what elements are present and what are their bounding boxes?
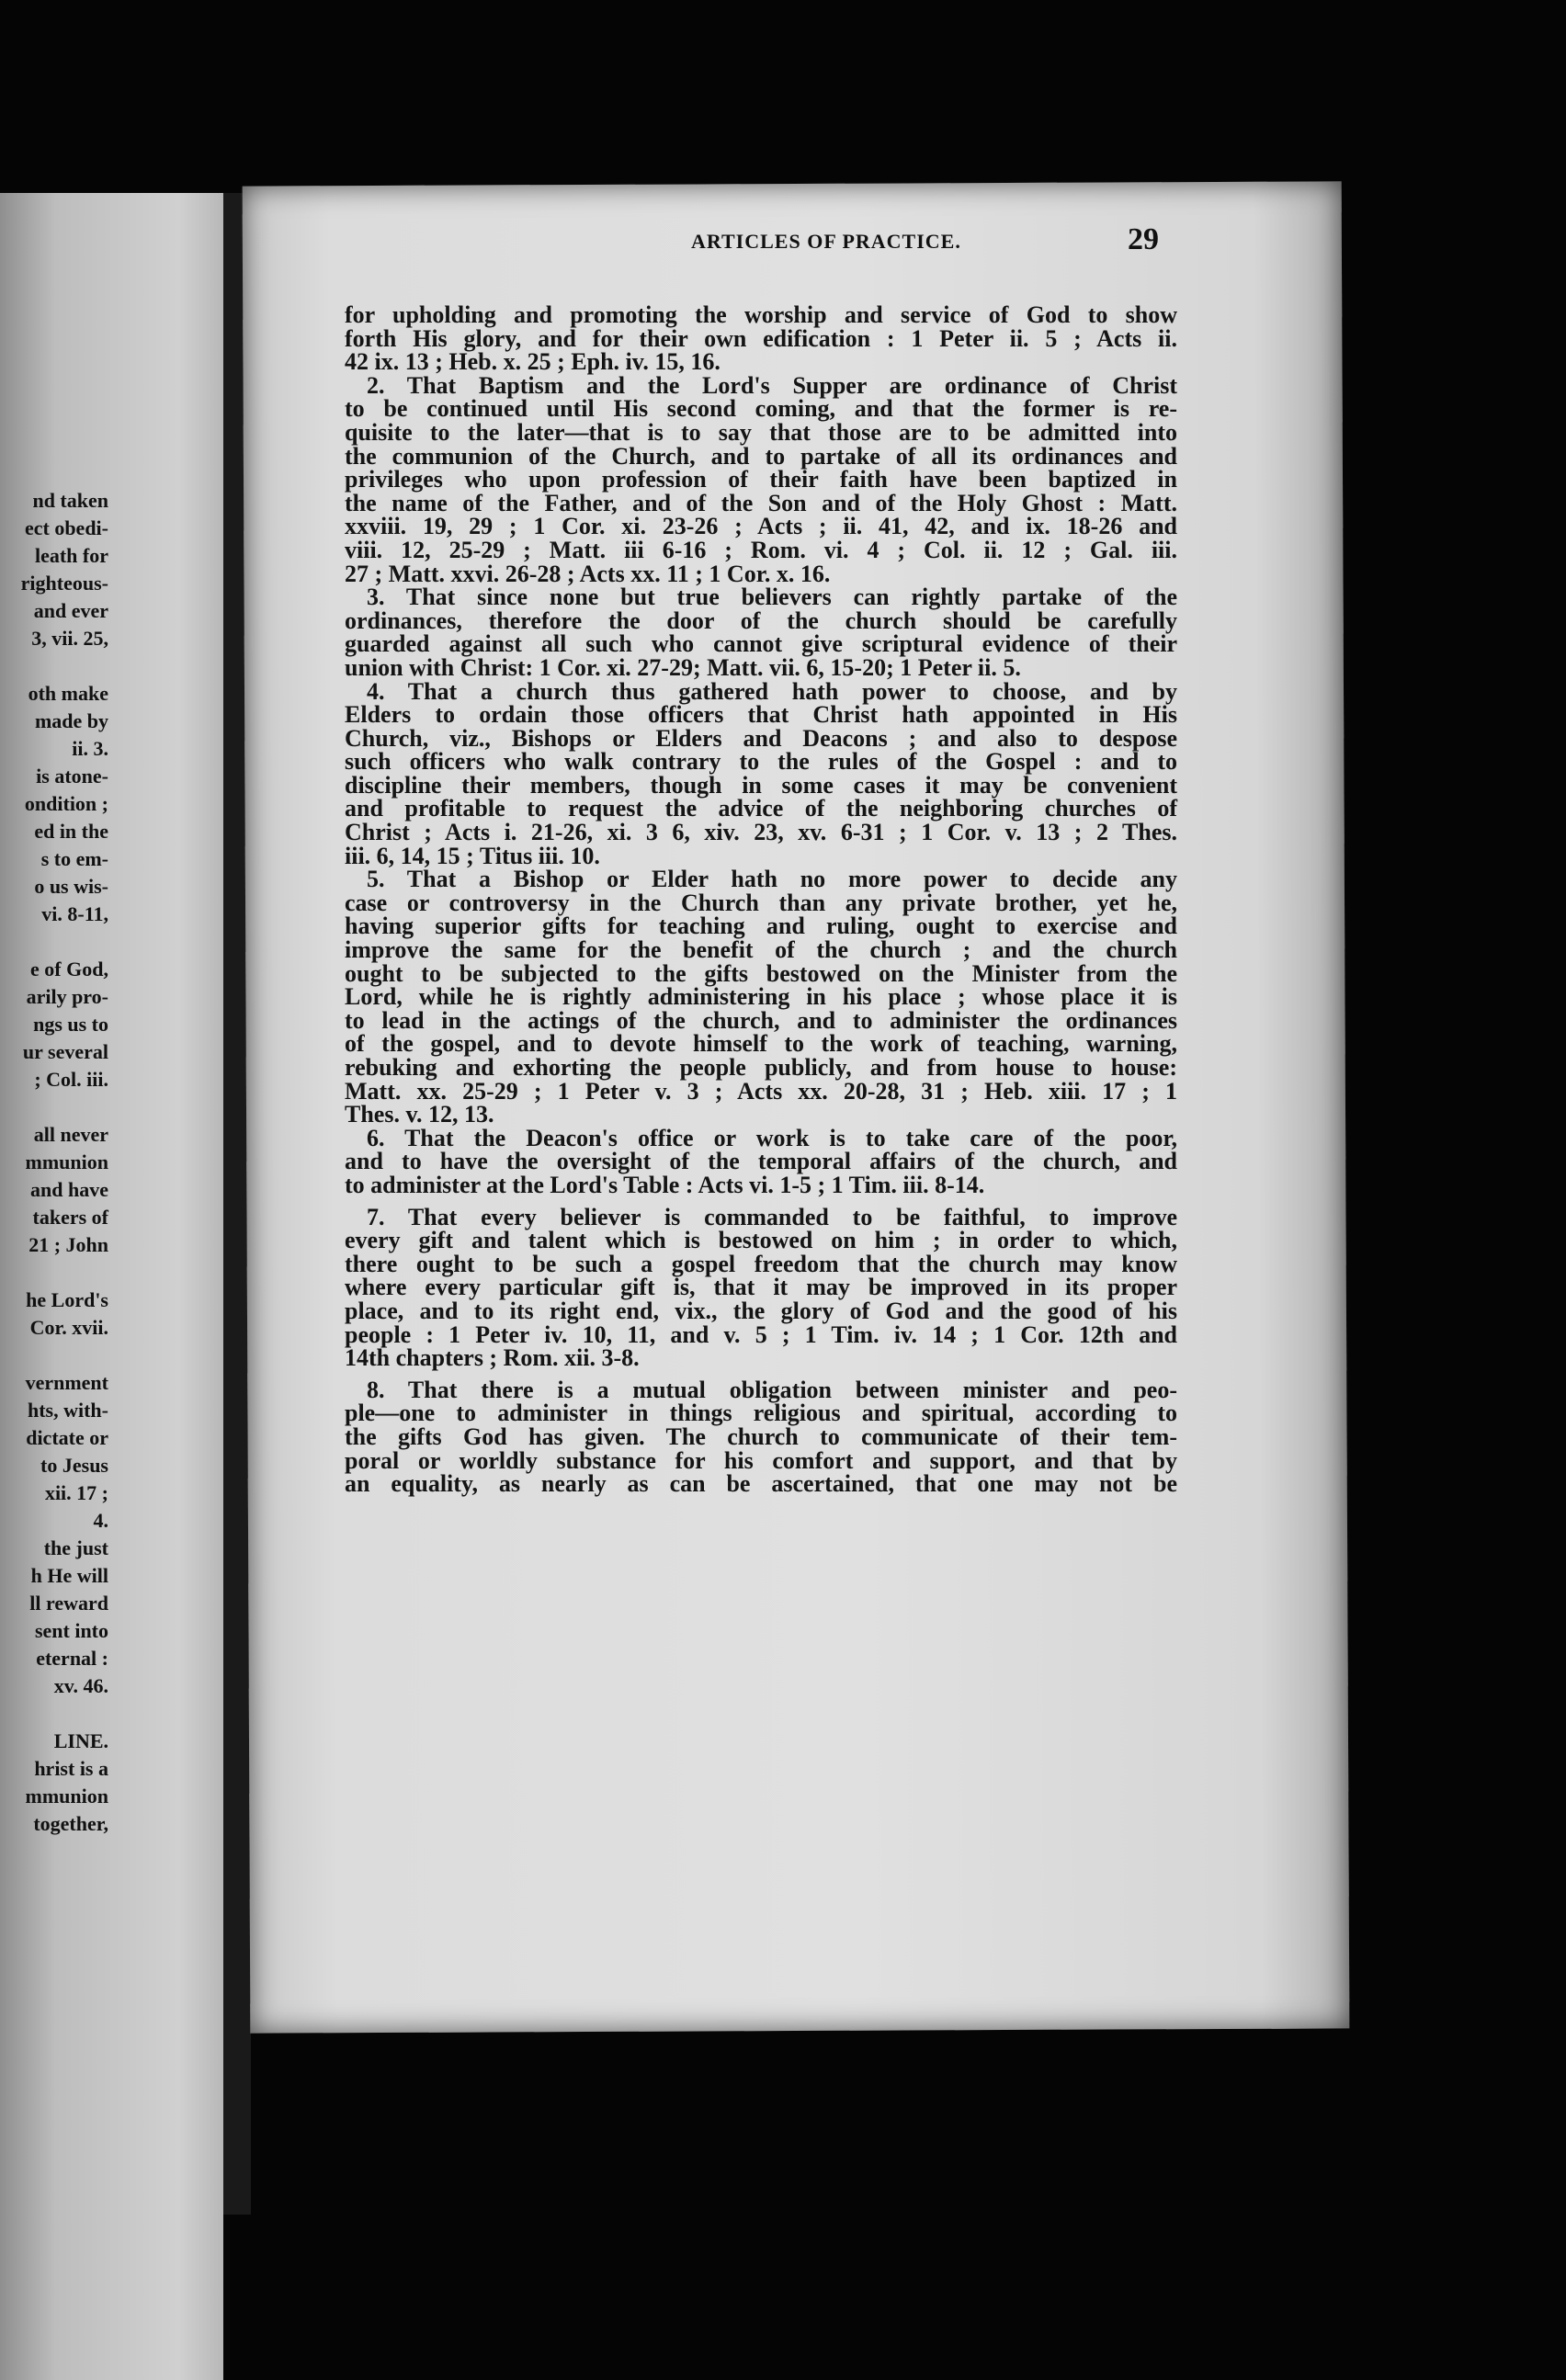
text-line: privileges who upon profession of their faith have been baptized in xyxy=(345,466,1177,493)
body-text xyxy=(345,303,1177,1496)
left-page-line: ; Col. iii. xyxy=(34,1068,108,1091)
left-page-line: ur several xyxy=(22,1040,108,1063)
text-line: Elders to ordain those officers that Christ hath appointed in His xyxy=(345,701,1177,729)
text-line: Christ ; Acts i. 21-26, xi. 3 6, xiv. 23, xv. 6-31 ; 1 Cor. v. 13 ; 2 Thes. xyxy=(345,819,1177,846)
left-page-line: vernment xyxy=(25,1371,108,1394)
left-page-line: and ever xyxy=(33,599,108,622)
text-line: 14th chapters ; Rom. xii. 3-8. xyxy=(345,1344,640,1372)
text-line: there ought to be such a gospel freedom that the church may know xyxy=(345,1250,1177,1277)
text-line: 27 ; Matt. xxvi. 26-28 ; Acts xx. 11 ; 1 Cor. x. 16. xyxy=(345,560,831,587)
left-page-text xyxy=(0,487,108,1838)
text-line: 2. That Baptism and the Lord's Supper are ordinance of Christ xyxy=(367,371,1177,399)
text-line: rebuking and exhorting the people publicly, and from house to house: xyxy=(345,1054,1177,1081)
text-line: Thes. v. 12, 13. xyxy=(345,1101,494,1128)
left-page-line: 3, vii. 25, xyxy=(31,627,108,650)
text-line: ple—one to administer in things religious and spiritual, according to xyxy=(345,1400,1177,1427)
text-line: 4. That a church thus gathered hath power to choose, and by xyxy=(367,677,1177,705)
left-page-line: to Jesus xyxy=(40,1454,108,1477)
text-line: iii. 6, 14, 15 ; Titus iii. 10. xyxy=(345,842,600,869)
left-page-line: 21 ; John xyxy=(28,1233,108,1256)
text-line: guarded against all such who cannot give scriptural evidence of their xyxy=(345,630,1177,658)
left-page-line: mmunion xyxy=(25,1785,108,1808)
text-line: poral or worldly substance for his comfort and support, and that by xyxy=(345,1446,1177,1474)
left-page-line: ngs us to xyxy=(33,1013,108,1036)
text-line: where every particular gift is, that it may be improved in its proper xyxy=(345,1274,1177,1301)
left-page-line: oth make xyxy=(28,682,108,705)
left-page-line: the just xyxy=(43,1536,108,1559)
left-page-line: arily pro- xyxy=(26,985,108,1008)
text-line: people : 1 Peter iv. 10, 11, and v. 5 ; 1 Tim. iv. 14 ; 1 Cor. 12th and xyxy=(345,1320,1177,1348)
text-line: to lead in the actings of the church, and to administer the ordinances xyxy=(345,1006,1177,1034)
left-page-line: righteous- xyxy=(20,572,108,595)
left-page-line: made by xyxy=(34,709,108,732)
left-page-line: dictate or xyxy=(26,1426,108,1449)
left-page-line: ed in the xyxy=(34,820,108,843)
text-line: 5. That a Bishop or Elder hath no more power to decide any xyxy=(367,866,1177,893)
text-line: and to have the oversight of the temporal affairs of the church, and xyxy=(345,1148,1177,1175)
text-line: 8. That there is a mutual obligation between minister and peo- xyxy=(367,1376,1177,1403)
left-page-line: ii. 3. xyxy=(72,737,108,760)
text-line: and profitable to request the advice of the neighboring churches of xyxy=(345,795,1177,822)
left-page-line: leath for xyxy=(34,544,108,567)
text-line: discipline their members, though in some cases it may be convenient xyxy=(345,771,1177,799)
text-line: 7. That every believer is commanded to be faithful, to improve xyxy=(367,1203,1177,1230)
left-page-line: hts, with- xyxy=(27,1399,108,1422)
text-line: Lord, while he is rightly administering in his place ; whose place it is xyxy=(345,983,1177,1011)
left-page-line: 4. xyxy=(93,1509,108,1532)
text-line: the communion of the Church, and to partake of all its ordinances and xyxy=(345,442,1177,470)
text-line: having superior gifts for teaching and ruling, ought to exercise and xyxy=(345,912,1177,940)
left-page-line: vi. 8-11, xyxy=(41,902,108,925)
text-line: union with Christ: 1 Cor. xi. 27-29; Matt. vii. 6, 15-20; 1 Peter ii. 5. xyxy=(345,653,1021,681)
text-line: ordinances, therefore the door of the church should be carefully xyxy=(345,606,1177,634)
text-line: for upholding and promoting the worship and service of God to show xyxy=(345,301,1177,328)
left-page-fragment xyxy=(0,193,223,2380)
text-line: forth His glory, and for their own edification : 1 Peter ii. 5 ; Acts ii. xyxy=(345,324,1177,352)
text-line: improve the same for the benefit of the church ; and the church xyxy=(345,936,1177,964)
left-page-line: eternal : xyxy=(36,1647,108,1670)
left-page-line xyxy=(0,928,108,956)
text-line: an equality, as nearly as can be ascertained, that one may not be xyxy=(345,1470,1177,1498)
text-line: to administer at the Lord's Table : Acts vi. 1-5 ; 1 Tim. iii. 8-14. xyxy=(345,1171,985,1198)
left-page-line: all never xyxy=(33,1123,108,1146)
left-page-line: s to em- xyxy=(40,847,108,870)
left-page-line: takers of xyxy=(32,1206,108,1229)
left-page-line: and have xyxy=(30,1178,108,1201)
left-page-line: hrist is a xyxy=(34,1757,108,1780)
text-line: viii. 12, 25-29 ; Matt. iii 6-16 ; Rom. vi. 4 ; Col. ii. 12 ; Gal. iii. xyxy=(345,536,1177,563)
text-line: 42 ix. 13 ; Heb. x. 25 ; Eph. iv. 15, 16. xyxy=(345,348,721,376)
left-page-line xyxy=(0,652,108,680)
page-number: 29 xyxy=(1128,222,1159,256)
text-line: place, and to its right end, vix., the glory of God and the good of his xyxy=(345,1297,1177,1324)
left-page-line: ll reward xyxy=(29,1592,108,1615)
text-line: of the gospel, and to devote himself to the work of teaching, warning, xyxy=(345,1030,1177,1058)
left-page-line: nd taken xyxy=(32,489,108,512)
text-line: case or controversy in the Church than any private brother, yet he, xyxy=(345,889,1177,916)
left-page-line xyxy=(0,1259,108,1286)
left-page-line: ondition ; xyxy=(24,792,108,815)
left-page-line: e of God, xyxy=(30,958,108,980)
left-page-line: xii. 17 ; xyxy=(44,1481,108,1504)
left-page-line: Cor. xvii. xyxy=(29,1316,108,1339)
text-line: 3. That since none but true believers can rightly partake of the xyxy=(367,584,1177,611)
text-line: the name of the Father, and of the Son and of the Holy Ghost : Matt. xyxy=(345,489,1177,516)
text-line: to be continued until His second coming, and that the former is re- xyxy=(345,395,1177,423)
left-page-line xyxy=(0,1342,108,1369)
text-line: xxviii. 19, 29 ; 1 Cor. xi. 23-26 ; Acts ; ii. 41, 42, and ix. 18-26 and xyxy=(345,513,1177,540)
left-page-line: xv. 46. xyxy=(53,1674,108,1697)
left-page-line: ect obedi- xyxy=(24,516,108,539)
text-line: quisite to the later—that is to say that those are to be admitted into xyxy=(345,418,1177,446)
text-line: 6. That the Deacon's office or work is to take care of the poor, xyxy=(367,1124,1177,1151)
left-page-line: together, xyxy=(33,1812,108,1835)
text-line: Church, viz., Bishops or Elders and Deacons ; and also to despose xyxy=(345,724,1177,752)
left-page-line: mmunion xyxy=(25,1150,108,1173)
left-page-line: sent into xyxy=(34,1619,108,1642)
left-page-line: o us wis- xyxy=(34,875,108,898)
text-line: the gifts God has given. The church to communicate of their tem- xyxy=(345,1422,1177,1450)
left-page-line: LINE. xyxy=(53,1729,108,1752)
left-page-line: h He will xyxy=(30,1564,108,1587)
text-line: every gift and talent which is bestowed on him ; in order to which, xyxy=(345,1227,1177,1254)
text-line: such officers who walk contrary to the rules of the Gospel : and to xyxy=(345,748,1177,776)
left-page-line: is atone- xyxy=(36,765,108,788)
left-page-line: he Lord's xyxy=(26,1288,108,1311)
text-line: ought to be subjected to the gifts bestowed on the Minister from the xyxy=(345,959,1177,987)
left-page-line xyxy=(0,1094,108,1121)
text-line: Matt. xx. 25-29 ; 1 Peter v. 3 ; Acts xx. 20-28, 31 ; Heb. xiii. 17 ; 1 xyxy=(345,1077,1177,1105)
left-page-line xyxy=(0,1700,108,1728)
running-head: ARTICLES OF PRACTICE. xyxy=(691,230,961,253)
